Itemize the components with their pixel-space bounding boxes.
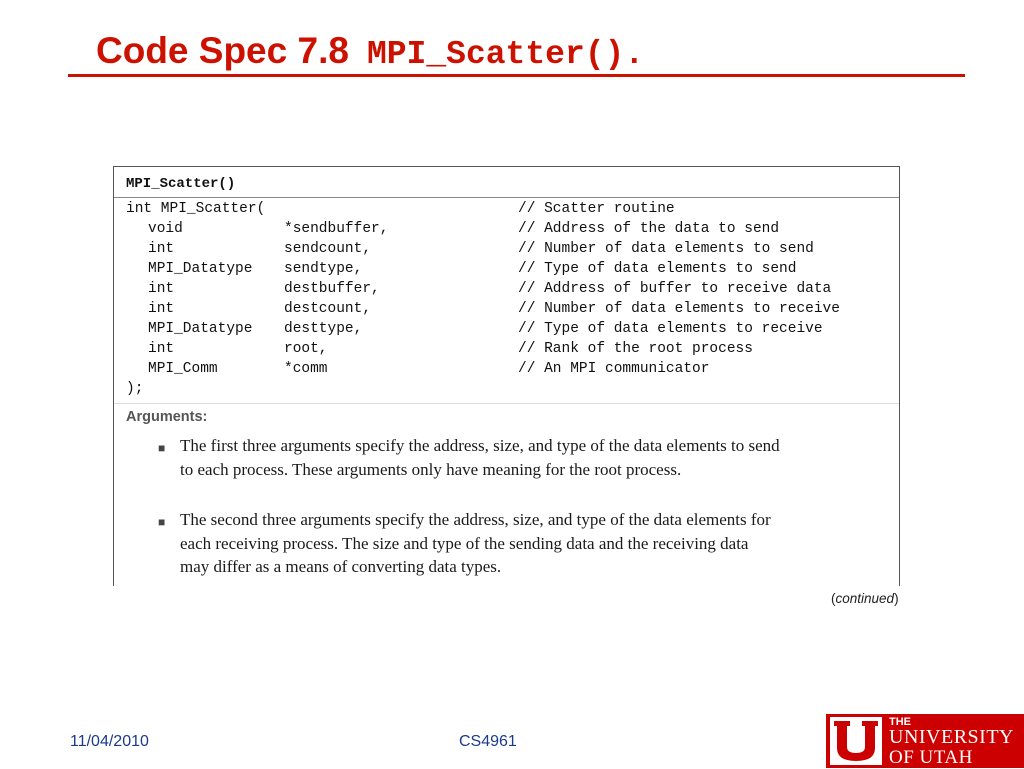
- logo-line-university: UNIVERSITY: [889, 726, 1014, 748]
- param-name: desttype,: [284, 321, 363, 337]
- title-underline: [68, 74, 965, 77]
- code-signature-line: [126, 201, 896, 221]
- bullet-square-icon: ■: [158, 515, 166, 529]
- param-type: int: [148, 341, 175, 357]
- code-signature-comment: // Scatter routine: [518, 201, 675, 217]
- code-signature: int MPI_Scatter(: [126, 201, 266, 217]
- argument-bullet-text: The second three arguments specify the address, size, and type of the data elements for each receiving process. The size and type of the sending data and the receiving data may differ as a means of converting data types.: [180, 510, 771, 576]
- param-type: int: [148, 241, 175, 257]
- param-type: MPI_Comm: [148, 361, 218, 377]
- param-name: *comm: [284, 361, 328, 377]
- arguments-divider: [114, 403, 899, 404]
- block-u-icon: [830, 717, 882, 765]
- continued-word: continued: [835, 591, 895, 606]
- code-param-line: [126, 221, 896, 241]
- arguments-label: Arguments:: [126, 409, 208, 425]
- code-spec-box: [113, 166, 900, 586]
- param-name: destbuffer,: [284, 281, 380, 297]
- continued-note: [831, 591, 899, 606]
- title-prefix: Code Spec 7.8: [96, 30, 349, 71]
- title-function: MPI_Scatter().: [366, 36, 645, 73]
- university-logo: [826, 714, 1024, 768]
- param-comment: // Type of data elements to send: [518, 261, 797, 277]
- param-comment: // Address of buffer to receive data: [518, 281, 832, 297]
- footer-date: 11/04/2010: [70, 733, 149, 750]
- argument-bullet-text: The first three arguments specify the address, size, and type of the data elements to send to each process. These arguments only have meaning for the root process.: [180, 436, 780, 479]
- param-type: MPI_Datatype: [148, 321, 253, 337]
- code-param-line: [126, 261, 896, 281]
- param-type: int: [148, 281, 175, 297]
- code-param-line: [126, 241, 896, 261]
- code-closing-line: [126, 381, 896, 401]
- code-param-line: [126, 341, 896, 361]
- bullet-square-icon: ■: [158, 441, 166, 455]
- logo-line-the: THE: [889, 716, 911, 728]
- param-name: destcount,: [284, 301, 372, 317]
- param-name: root,: [284, 341, 328, 357]
- code-closing: );: [126, 381, 144, 397]
- param-type: MPI_Datatype: [148, 261, 253, 277]
- continued-close: ): [894, 591, 899, 606]
- param-name: sendtype,: [284, 261, 363, 277]
- logo-line-of-utah: OF UTAH: [889, 747, 973, 768]
- code-divider: [114, 197, 899, 198]
- code-param-line: [126, 281, 896, 301]
- param-type: void: [148, 221, 183, 237]
- param-comment: // Number of data elements to receive: [518, 301, 840, 317]
- param-comment: // Type of data elements to receive: [518, 321, 823, 337]
- code-param-line: [126, 321, 896, 341]
- param-comment: // Address of the data to send: [518, 221, 780, 237]
- param-comment: // An MPI communicator: [518, 361, 710, 377]
- code-param-line: [126, 301, 896, 321]
- param-comment: // Number of data elements to send: [518, 241, 814, 257]
- slide-title: [96, 30, 644, 73]
- continued-open: (: [831, 591, 836, 606]
- code-heading: MPI_Scatter(): [126, 176, 236, 192]
- code-param-line: [126, 361, 896, 381]
- param-name: *sendbuffer,: [284, 221, 389, 237]
- param-name: sendcount,: [284, 241, 372, 257]
- footer-course: CS4961: [459, 733, 517, 750]
- param-type: int: [148, 301, 175, 317]
- param-comment: // Rank of the root process: [518, 341, 753, 357]
